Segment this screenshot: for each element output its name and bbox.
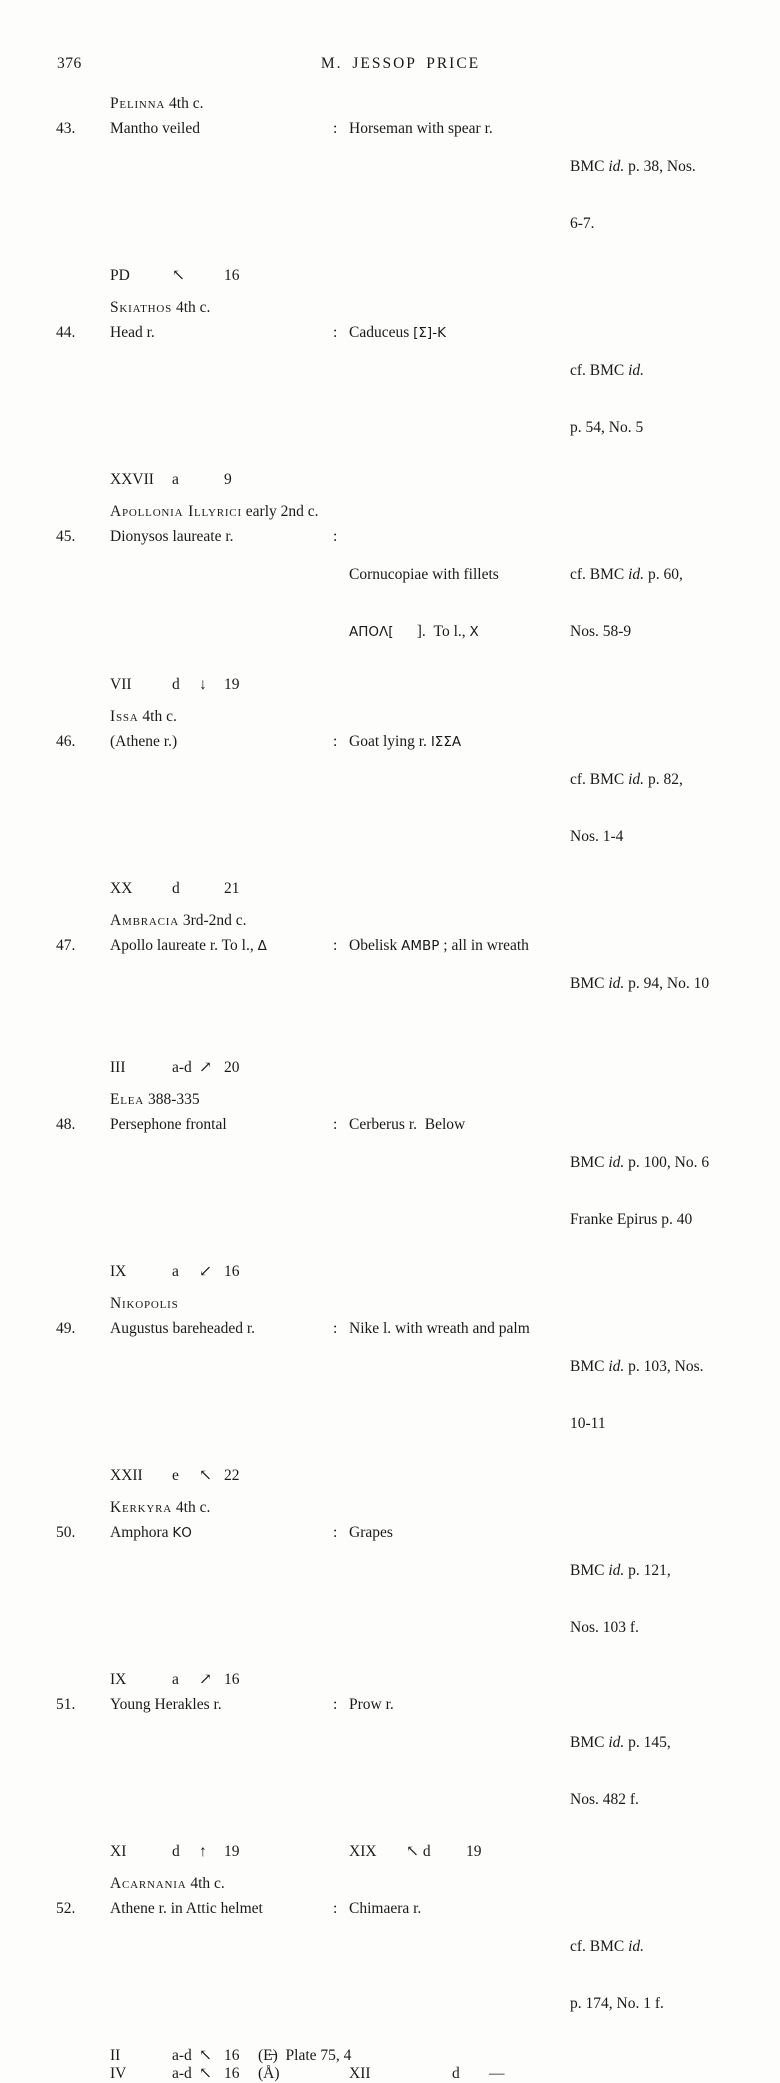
die-numeral: XIX <box>349 1843 377 1860</box>
die-diameter: 16 <box>224 1263 240 1280</box>
section-name: Apollonia Illyrici <box>110 503 242 520</box>
die-line <box>110 879 745 898</box>
reference <box>570 119 745 271</box>
section-heading <box>110 1090 745 1109</box>
entry-number: 52. <box>56 1900 76 1917</box>
section-suffix: 4th c. <box>186 1875 225 1892</box>
section-name: Skiathos <box>110 299 173 316</box>
section-suffix: 4th c. <box>172 1499 211 1516</box>
reference <box>570 1695 745 1847</box>
reverse-text: Nike l. with wreath and palm <box>349 1320 530 1337</box>
die-diameter: 20 <box>224 1059 240 1076</box>
die-numeral: III <box>110 1059 126 1076</box>
reverse-description <box>349 1115 570 1134</box>
die-axis-arrow: ↖ d <box>406 1843 431 1860</box>
die-numeral: XXVII <box>110 471 154 488</box>
catalog-entry-row <box>56 1523 745 1675</box>
reference-line-2: p. 174, No. 1 f. <box>570 1995 664 2012</box>
section-name: Pelinna <box>110 95 166 112</box>
entry-number: 49. <box>56 1320 76 1337</box>
obverse-description <box>110 732 333 751</box>
obverse-description <box>110 1319 333 1338</box>
reverse-text: Grapes <box>349 1524 393 1541</box>
entry-number: 43. <box>56 120 76 137</box>
reference-line-1: BMC id. p. 94, No. 10 <box>570 975 710 992</box>
section-heading <box>110 1294 745 1313</box>
catalog-entry-row <box>56 527 745 680</box>
reference <box>570 1319 745 1471</box>
die-line <box>110 2046 745 2065</box>
die-letter: a <box>172 1671 179 1688</box>
catalog-entry-row <box>56 1899 745 2051</box>
colon-separator: : <box>333 733 338 750</box>
catalog-entry-row <box>56 1115 745 1267</box>
greek-inscription: [Σ]-Κ <box>413 325 446 341</box>
obverse-description <box>110 119 333 138</box>
section-suffix: 388-335 <box>144 1091 200 1108</box>
section-name: Ambracia <box>110 912 179 929</box>
die-diameter: 19 <box>466 1843 482 1860</box>
obverse-description <box>110 1523 333 1543</box>
catalog-entry-row <box>56 323 745 475</box>
die-diameter: 16 <box>224 267 240 284</box>
die-letter: d <box>452 2065 460 2082</box>
section-heading <box>110 94 745 113</box>
die-numeral: II <box>110 2047 121 2064</box>
die-diameter: 19 <box>224 1843 240 1860</box>
entry-number: 45. <box>56 528 76 545</box>
die-letter: a <box>172 1263 179 1280</box>
reverse-description <box>349 1899 570 1918</box>
section-heading <box>110 502 745 521</box>
page-header <box>56 54 745 73</box>
section-suffix: 4th c. <box>165 95 204 112</box>
reverse-description <box>349 119 570 138</box>
die-numeral: XI <box>110 1843 127 1860</box>
die-numeral: PD <box>110 267 130 284</box>
die-numeral: XX <box>110 880 133 897</box>
colon-separator: : <box>333 1696 338 1713</box>
colon-separator: : <box>333 528 338 545</box>
catalog-entry-row <box>56 936 745 1069</box>
die-line <box>110 1670 745 1689</box>
reverse-description <box>349 323 570 343</box>
section-heading <box>110 911 745 930</box>
reference-line-1: BMC id. p. 103, Nos. <box>570 1358 704 1375</box>
die-numeral: XXII <box>110 1467 143 1484</box>
obverse-description <box>110 936 333 956</box>
reverse-text: Chimaera r. <box>349 1900 422 1917</box>
die-diameter: 16 <box>224 2047 240 2064</box>
die-diameter: — <box>489 2065 505 2082</box>
reference-line-2: Nos. 58-9 <box>570 623 632 640</box>
reference <box>570 323 745 475</box>
colon-separator: : <box>333 120 338 137</box>
die-diameter: 22 <box>224 1467 240 1484</box>
die-numeral: IX <box>110 1671 127 1688</box>
die-numeral: IV <box>110 2065 127 2082</box>
die-line <box>110 1058 745 1077</box>
die-axis-arrow: ↗ <box>199 1671 212 1688</box>
reverse-description: Obelisk ΑΜΒΡ ; all in wreath <box>349 937 529 954</box>
die-line-reverse <box>349 1842 482 1861</box>
reverse-text: Cerberus r. Below <box>349 1116 466 1133</box>
greek-inscription: ΑΜΒΡ <box>401 938 440 954</box>
obverse-description <box>110 1899 333 1918</box>
catalog-entry-row <box>56 1695 745 1847</box>
reference-line-2: Franke Epirus p. 40 <box>570 1211 693 1228</box>
die-numeral: XII <box>349 2065 371 2082</box>
reverse-description <box>349 1695 570 1714</box>
obverse-description <box>110 1695 333 1714</box>
colon-separator: : <box>333 1116 338 1133</box>
obverse-description <box>110 527 333 546</box>
monogram: X <box>469 624 479 640</box>
colon-separator: : <box>333 1900 338 1917</box>
section-heading <box>110 1498 745 1517</box>
entry-number: 46. <box>56 733 76 750</box>
die-letter: d <box>172 676 180 693</box>
die-axis-arrow: ↓ <box>199 676 207 693</box>
reverse-text: Goat lying r. <box>349 733 431 750</box>
die-diameter: 16 <box>224 1671 240 1688</box>
obverse-text: Young Herakles r. <box>110 1696 222 1713</box>
reverse-description <box>349 527 570 680</box>
die-letter: e <box>172 1467 179 1484</box>
section-suffix: 4th c. <box>138 708 177 725</box>
section-name: Kerkyra <box>110 1499 173 1516</box>
obverse-text: Athene r. in Attic helmet <box>110 1900 263 1917</box>
reference <box>570 1115 745 1267</box>
die-line-reverse <box>349 2064 505 2083</box>
obverse-description <box>110 323 333 342</box>
colon-separator: : <box>333 324 338 341</box>
section-name: Acarnania <box>110 1875 187 1892</box>
reverse-text: Prow r. <box>349 1696 394 1713</box>
die-axis-arrow: ↖ <box>199 2047 212 2064</box>
catalog-entry-row <box>56 732 745 884</box>
greek-inscription: ΙΣΣΑ <box>430 734 462 750</box>
obverse-text: Mantho veiled <box>110 120 200 137</box>
greek-inscription: ΚΟ <box>172 1525 192 1541</box>
reference-line-2: 6-7. <box>570 215 595 232</box>
die-line <box>110 1842 745 1861</box>
entry-number: 44. <box>56 324 76 341</box>
reverse-text: Horseman with spear r. <box>349 120 493 137</box>
section-name: Nikopolis <box>110 1295 179 1312</box>
section-heading <box>110 707 745 726</box>
obverse-text: Head r. <box>110 324 155 341</box>
die-line <box>110 675 745 694</box>
obverse-text: Persephone frontal <box>110 1116 227 1133</box>
die-line <box>110 2064 745 2083</box>
reference-line-1: BMC id. p. 145, <box>570 1734 671 1751</box>
die-letter: a-d <box>172 2047 192 2064</box>
section-name: Elea <box>110 1091 145 1108</box>
entry-number: 47. <box>56 937 76 954</box>
obverse-text: Apollo laureate r. To l., <box>110 937 258 954</box>
reference-line-1: BMC id. p. 121, <box>570 1562 671 1579</box>
die-letter: d <box>172 1843 180 1860</box>
reverse-text: Caduceus <box>349 324 414 341</box>
reference-line-2: Nos. 482 f. <box>570 1791 639 1808</box>
colon-separator: : <box>333 1320 338 1337</box>
die-letter: a-d <box>172 1059 192 1076</box>
section-name: Issa <box>110 708 139 725</box>
reference-line-1: BMC id. p. 38, Nos. <box>570 158 696 175</box>
section-suffix: early 2nd c. <box>241 503 319 520</box>
die-numeral: VII <box>110 676 132 693</box>
entry-number: 51. <box>56 1696 76 1713</box>
die-letter: d <box>172 880 180 897</box>
reference-line-2: p. 54, No. 5 <box>570 419 644 436</box>
reference <box>570 1899 745 2051</box>
die-letter: a-d <box>172 2065 192 2082</box>
section-suffix: 4th c. <box>172 299 211 316</box>
reverse-description <box>349 1319 570 1338</box>
die-axis-arrow: ↖ <box>199 2065 212 2082</box>
reference-line-2: Nos. 103 f. <box>570 1619 639 1636</box>
reference-line-1: cf. BMC id. <box>570 362 645 379</box>
catalog-entry-row <box>56 119 745 271</box>
die-control-mark: (Å) <box>258 2065 280 2082</box>
obverse-description <box>110 1115 333 1134</box>
die-line <box>110 266 745 285</box>
die-diameter: 16 <box>224 2065 240 2082</box>
reference <box>570 732 745 884</box>
obverse-text: Augustus bareheaded r. <box>110 1320 256 1337</box>
die-axis-arrow: ↗ <box>199 1059 212 1076</box>
reference-line-1: cf. BMC id. p. 60, <box>570 566 683 583</box>
reverse-description <box>349 732 570 752</box>
running-title: M. JESSOP PRICE <box>320 55 481 72</box>
colon-separator: : <box>333 937 338 954</box>
reference-line-1: cf. BMC id. p. 82, <box>570 771 683 788</box>
page-number: 376 <box>57 55 82 72</box>
die-letter: a <box>172 471 179 488</box>
section-heading <box>110 298 745 317</box>
section-suffix: 3rd-2nd c. <box>178 912 247 929</box>
reference-line-1: cf. BMC id. <box>570 1938 645 1955</box>
die-diameter: 9 <box>224 471 232 488</box>
reverse-text: Obelisk <box>349 937 402 954</box>
reference <box>570 527 745 679</box>
reference-line-2: Nos. 1-4 <box>570 828 624 845</box>
section-heading <box>110 1874 745 1893</box>
reference <box>570 936 745 1069</box>
reverse-line-1: Cornucopiae with fillets <box>349 566 499 583</box>
reference-line-2: 10-11 <box>570 1415 606 1432</box>
die-axis-arrow: ↑ <box>199 1843 207 1860</box>
die-line <box>110 470 745 489</box>
reference <box>570 1523 745 1675</box>
greek-inscription: ΑΠΟΛ[ <box>349 624 394 640</box>
die-diameter: 19 <box>224 676 240 693</box>
entry-number: 50. <box>56 1524 76 1541</box>
colon-separator: : <box>333 1524 338 1541</box>
obverse-text: (Athene r.) <box>110 733 178 750</box>
reverse-line-2: ΑΠΟΛ[ ]. To l., X <box>349 623 479 640</box>
entry-number: 48. <box>56 1116 76 1133</box>
die-axis-arrow: ↙ <box>199 1263 212 1280</box>
die-axis-arrow: ↖ <box>199 1467 212 1484</box>
die-axis-arrow: ↖ <box>172 267 185 284</box>
die-control-mark: (E̶) Plate 75, 4 <box>258 2047 352 2064</box>
catalog-entry-row <box>56 1319 745 1471</box>
die-diameter: 21 <box>224 880 240 897</box>
obverse-text: Dionysos laureate r. <box>110 528 234 545</box>
obverse-text: Amphora <box>110 1524 173 1541</box>
die-numeral: IX <box>110 1263 127 1280</box>
reverse-description <box>349 1523 570 1542</box>
die-line <box>110 1262 745 1281</box>
greek-letter: Δ <box>257 938 267 954</box>
reference-line-1: BMC id. p. 100, No. 6 <box>570 1154 710 1171</box>
die-line <box>110 1466 745 1485</box>
